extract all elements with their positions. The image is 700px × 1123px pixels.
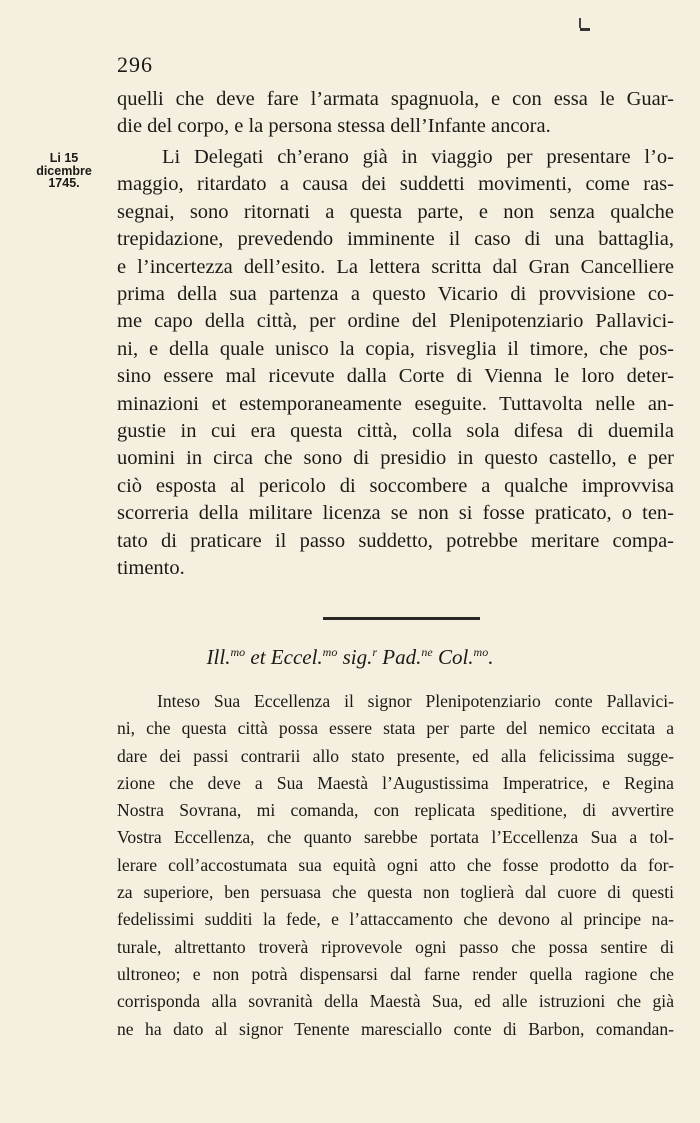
text-line: maggio, ritardato a causa dei suddetti movimenti, come ras- <box>117 173 674 196</box>
text-line: segnai, sono ritornati a questa parte, e non senza qualche <box>117 200 674 223</box>
text-line: ni, e della quale unisco la copia, risveglia il timore, che pos- <box>117 337 674 360</box>
text-line: quelli che deve fare l’armata spagnuola, e con essa le Guar- <box>117 88 674 110</box>
text-line: Vostra Eccellenza, che quanto sarebbe portata l’Eccellenza Sua a tol- <box>117 827 674 848</box>
salutation-part: Pad. <box>377 645 422 669</box>
text-line: ultroneo; e non potrà dispensarsi dal farne render quella ragione che <box>117 963 674 984</box>
text-line: ciò esposta al pericolo di soccombere a qualche improvvisa <box>117 474 674 497</box>
text-line: lerare coll’accostumata sua equità ogni atto che fosse prodotto da for- <box>117 854 674 875</box>
salutation-part: sig. <box>337 645 373 669</box>
margin-note-line: dicembre <box>36 163 92 178</box>
text-line: sino essere mal ricevute dalla Corte di Vienna le loro deter- <box>117 365 674 388</box>
salutation-sup: mo <box>473 645 489 659</box>
scan-mark <box>580 28 590 31</box>
paragraph-continuation <box>117 86 674 141</box>
text-line: ni, che questa città possa essere stata per parte del nemico eccitata a <box>117 718 674 739</box>
salutation-part: Ill. <box>206 645 231 669</box>
paragraph-letter-body <box>117 688 674 1043</box>
salutation-sup: mo <box>322 645 338 659</box>
margin-note-line: 1745. <box>48 176 80 190</box>
text-line: minazioni et estemporaneamente eseguite. Tuttavolta nelle an- <box>117 392 674 415</box>
salutation-part: . <box>488 645 494 669</box>
text-line: die del corpo, e la persona stessa dell’Infante ancora. <box>117 115 551 138</box>
text-line: trepidazione, prevedendo imminente il caso di una battaglia, <box>117 228 674 251</box>
salutation-sup: r <box>372 645 378 659</box>
section-divider <box>323 617 480 620</box>
text-line: zione che deve a Sua Maestà l’Augustissima Imperatrice, e Regina <box>117 772 674 793</box>
text-line: prima della sua partenza a questo Vicario di provvisione co- <box>117 283 674 306</box>
text-line: fedelissimi sudditi la fede, e l’attaccamento che devono al principe na- <box>117 909 674 930</box>
text-line: corrisponda alla sovranità della Maestà Sua, ed alle istruzioni che già <box>117 991 674 1012</box>
text-line: za superiore, ben persuasa che questa non toglierà dal cuore di questi <box>117 882 674 903</box>
margin-note-line: Li 15 <box>49 151 79 165</box>
text-line: dare dei passi contrarii allo stato presente, ed alla felicissima sugge- <box>117 745 674 766</box>
text-line: turale, altrettanto troverà riprovevole ogni passo che possa sentire di <box>117 936 674 957</box>
text-line: gustie in cui era questa città, colla sola difesa di duemila <box>117 420 674 443</box>
salutation-sup: mo <box>230 645 246 659</box>
salutation-part: et Eccel. <box>245 645 323 669</box>
text-line: me capo della città, per ordine del Plenipotenziario Pallavici- <box>117 310 674 333</box>
text-line: tato di praticare il passo suddetto, potrebbe meritare compa- <box>117 529 674 552</box>
text-line: Li Delegati ch’erano già in viaggio per presentare l’o- <box>162 146 674 168</box>
text-line: timento. <box>117 557 185 580</box>
text-line: ne ha dato al signor Tenente maresciallo conte di Barbon, comandan- <box>117 1018 674 1039</box>
text-line: e l’incertezza dell’esito. La lettera scritta dal Gran Cancelliere <box>117 255 674 278</box>
text-line: scorreria della militare licenza se non si fosse praticato, o ten- <box>117 502 674 525</box>
salutation-part: Col. <box>432 645 474 669</box>
scan-mark <box>579 18 581 28</box>
text-line: Nostra Sovrana, mi comanda, con replicata speditione, di avvertire <box>117 800 674 821</box>
page-number: 296 <box>117 52 153 77</box>
text-line: Inteso Sua Eccellenza il signor Plenipotenziario conte Pallavici- <box>157 691 674 711</box>
salutation-sup: ne <box>421 645 433 659</box>
paragraph-delegati <box>117 144 674 583</box>
letter-salutation <box>0 645 700 670</box>
text-line: uomini in circa che sono di presidio in questo castello, e per <box>117 447 674 470</box>
margin-note-date <box>28 152 100 190</box>
